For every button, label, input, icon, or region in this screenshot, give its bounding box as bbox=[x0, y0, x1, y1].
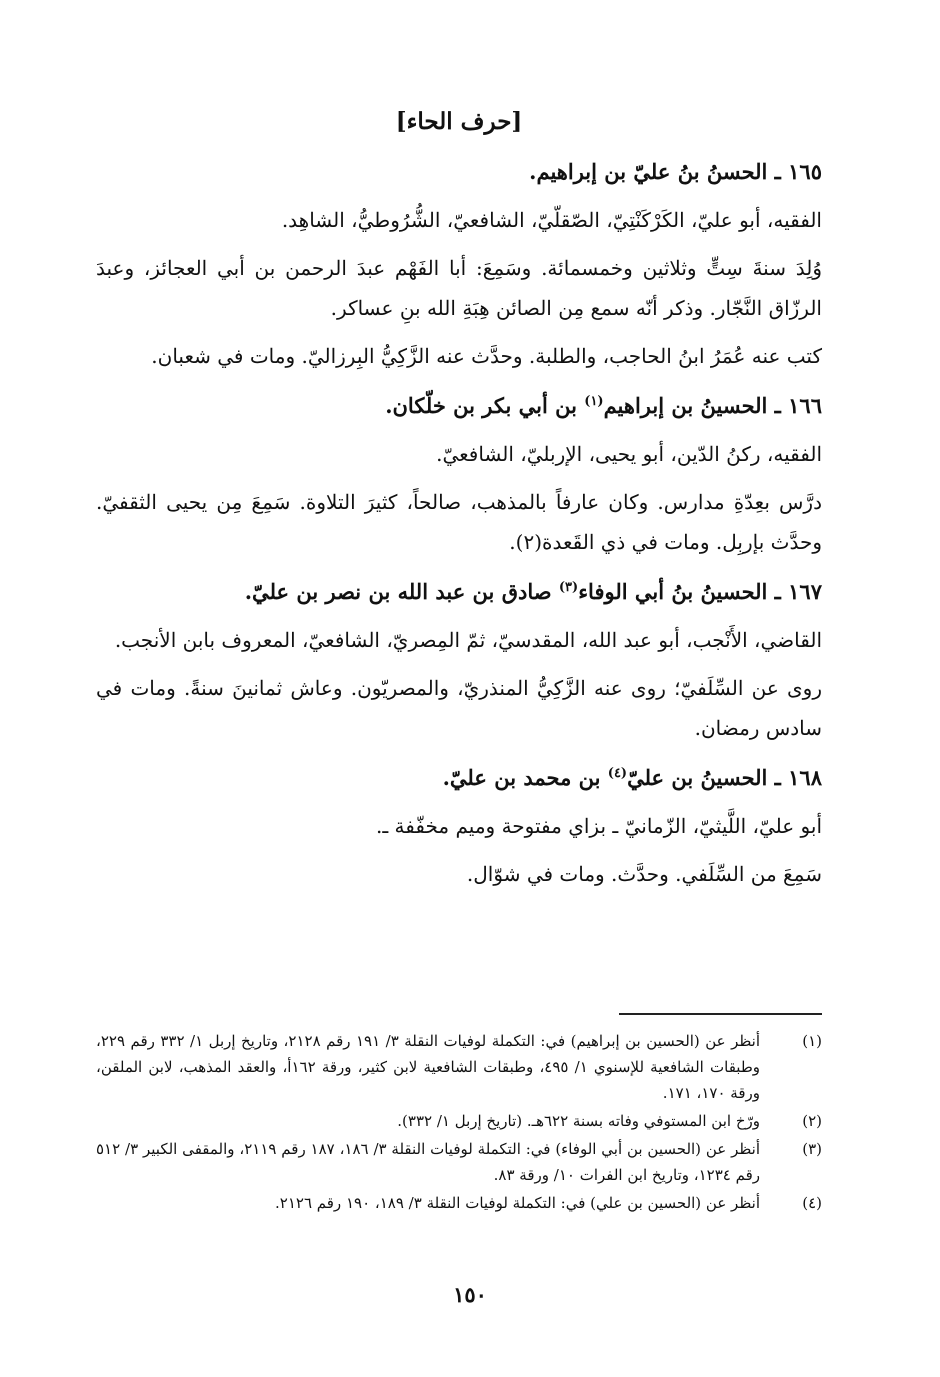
entry-paragraph: درَّس بعِدّةِ مدارس. وكان عارفاً بالمذهب، صالحاً، كثيرَ التلاوة. سَمِعَ مِن يحيى الثقفيّ. وحدَّث بإربِل. ومات في ذي القَعدة(٢). bbox=[96, 490, 822, 554]
entry-paragraph: أبو عليّ، اللَّيثيّ، الزّمانيّ ـ بزاي مفتوحة وميم مخفّفة ـ. bbox=[375, 814, 822, 838]
entry-name: الحسنُ بنُ عليّ بن إبراهيم. bbox=[529, 159, 768, 184]
entry-167 bbox=[96, 572, 822, 748]
entry-number: ١٦٨ bbox=[788, 765, 822, 790]
entry-paragraph: الفقيه، أبو عليّ، الكَرْكَنْتِيّ، الصّقلّيّ، الشافعيّ، الشُّرُوطيُّ، الشاهِد. bbox=[281, 208, 822, 232]
entry-name-rest: صادق بن عبد الله بن نصر بن عليّ. bbox=[244, 579, 559, 604]
entry-heading: ١٦٨ ـ الحسينُ بن عليّ$^{(٤)}$ بن محمد بن عليّ. bbox=[442, 765, 822, 790]
entry-number: ١٦٥ bbox=[788, 159, 822, 184]
footnote-text: ورّخ ابن المستوفي وفاته بسنة ٦٢٢هـ. (تاريخ إربل ١/ ٣٣٢). bbox=[397, 1112, 760, 1130]
footnote-ref: (٣) bbox=[558, 580, 579, 595]
footnote-ref: (٤) bbox=[607, 766, 628, 781]
footnote-marker: (٣) bbox=[802, 1140, 822, 1158]
page-number: ١٥٠ bbox=[453, 1282, 487, 1307]
footnote bbox=[96, 1108, 822, 1134]
entry-name: الحسينُ بن عليّ bbox=[627, 765, 768, 790]
entry-name: الحسينُ بن إبراهيم bbox=[603, 393, 768, 418]
entry-paragraph: الفقيه، ركنُ الدّين، أبو يحيى، الإربليّ، الشافعيّ. bbox=[436, 442, 822, 466]
footnote-marker: (٢) bbox=[802, 1112, 822, 1130]
entry-number: ١٦٦ bbox=[788, 393, 822, 418]
footnote-text: أنظر عن (الحسين بن علي) في: التكملة لوفيات النقلة ٣/ ١٨٩، ١٩٠ رقم ٢١٢٦. bbox=[275, 1194, 760, 1212]
entry-paragraph: روى عن السِّلَفيّ؛ روى عنه الزَّكِيُّ المنذريّ، والمصريّون. وعاش ثمانينَ سنةً. ومات في سادس رمضان. bbox=[96, 676, 822, 740]
entry-paragraph: سَمِعَ من السِّلَفي. وحدَّث. ومات في شوّال. bbox=[466, 862, 822, 886]
entry-paragraph: القاضي، الأَنْجب، أبو عبد الله، المقدسيّ، ثمّ المِصريّ، الشافعيّ، المعروف بابن الأنجب. bbox=[114, 628, 822, 652]
entry-name-rest: بن محمد بن عليّ. bbox=[442, 765, 608, 790]
entry-165 bbox=[96, 152, 822, 376]
footnote bbox=[96, 1028, 822, 1106]
entry-168 bbox=[96, 758, 822, 894]
footnotes bbox=[96, 1028, 822, 1218]
footnote-marker: (٤) bbox=[802, 1194, 822, 1212]
footnote-ref: (١) bbox=[584, 394, 604, 409]
entry-paragraph: وُلِدَ سنةَ سِتٍّ وثلاثين وخمسمائة. وسَمِعَ: أبا الفَهْم عبدَ الرحمن بن أبي العجائز، وعبدَ الرزّاق النَّجّار. وذكر أنّه سمع مِن الصائن هِبَةِ الله بنِ عساكر. bbox=[96, 256, 822, 320]
footnote-marker: (١) bbox=[802, 1032, 822, 1050]
entry-heading: ١٦٧ ـ الحسينُ بنُ أبي الوفاء$^{(٣)}$ صادق بن عبد الله بن نصر بن عليّ. bbox=[244, 579, 822, 604]
footnote-text: أنظر عن (الحسين بن أبي الوفاء) في: التكملة لوفيات النقلة ٣/ ١٨٦، ١٨٧ رقم ٢١١٩، والمقفى الكبير ٣/ ٥١٢ رقم ١٢٣٤، وتاريخ ابن الفرات ١٠/ ورقة ٨٣. bbox=[96, 1140, 761, 1184]
footnote bbox=[96, 1190, 822, 1216]
entry-name: الحسينُ بنُ أبي الوفاء bbox=[578, 579, 768, 604]
footnote-text: أنظر عن (الحسين بن إبراهيم) في: التكملة لوفيات النقلة ٣/ ١٩١ رقم ٢١٢٨، وتاريخ إربل ١/ ٣٣٢ رقم ٢٢٩، وطبقات الشافعية للإسنوي ١/ ٤٩٥، وطبقات الشافعية لابن كثير، ورقة ١٦٢أ، والعقد المذهب، لابن الملقن، ورقة ١٧٠، ١٧١. bbox=[96, 1032, 761, 1102]
entry-name-rest: بن أبي بكر بن خلّكان. bbox=[385, 393, 585, 418]
section-title: [حرف الحاء] bbox=[395, 108, 523, 135]
entry-166 bbox=[96, 386, 822, 562]
entry-number: ١٦٧ bbox=[788, 579, 822, 604]
entry-heading: ١٦٥ ـ الحسنُ بنُ عليّ بن إبراهيم. bbox=[529, 159, 822, 184]
main-text bbox=[96, 100, 822, 902]
entry-paragraph: كتب عنه عُمَرُ ابنُ الحاجب، والطلبة. وحدَّث عنه الزَّكِيُّ البِرزاليّ. ومات في شعبان. bbox=[151, 344, 822, 368]
footnote bbox=[96, 1136, 822, 1188]
footnote-divider bbox=[619, 1013, 822, 1015]
entry-heading: ١٦٦ ـ الحسينُ بن إبراهيم$^{(١)}$ بن أبي بكر بن خلّكان. bbox=[385, 393, 822, 418]
